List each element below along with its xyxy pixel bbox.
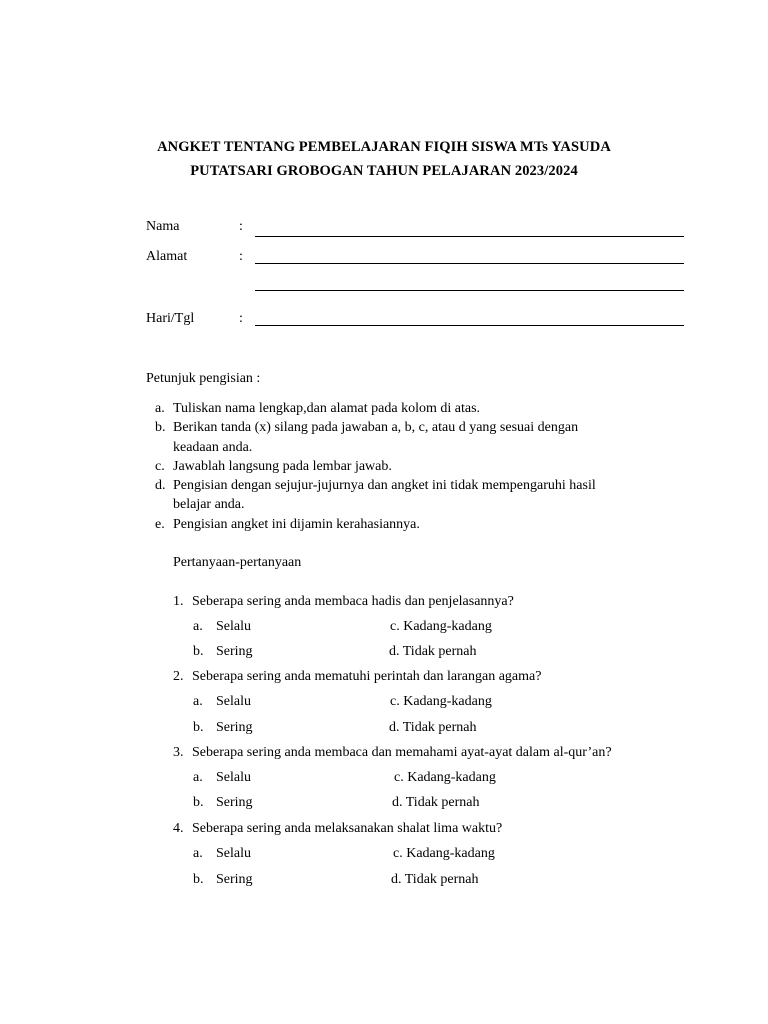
instructions-heading: Petunjuk pengisian :: [146, 371, 261, 386]
question-number-3: 3.: [173, 745, 184, 760]
nama-colon: :: [239, 219, 243, 234]
q2-option-c[interactable]: c. Kadang-kadang: [390, 694, 492, 709]
q2-option-a[interactable]: Selalu: [216, 694, 251, 709]
instruction-text-d-line-1: Pengisian dengan sejujur-jujurnya dan angket ini tidak mempengaruhi hasil: [173, 478, 596, 493]
q3-option-a-marker[interactable]: a.: [193, 770, 203, 785]
instruction-marker-e: e.: [155, 517, 165, 532]
q3-option-b[interactable]: Sering: [216, 795, 253, 810]
q3-option-b-marker[interactable]: b.: [193, 795, 204, 810]
questions-heading: Pertanyaan-pertanyaan: [173, 555, 302, 570]
question-text-2: Seberapa sering anda mematuhi perintah dan larangan agama?: [192, 669, 542, 684]
q1-option-a-marker[interactable]: a.: [193, 619, 203, 634]
q2-option-b[interactable]: Sering: [216, 720, 253, 735]
q1-option-d[interactable]: d. Tidak pernah: [389, 644, 477, 659]
q2-option-a-marker[interactable]: a.: [193, 694, 203, 709]
q1-option-b[interactable]: Sering: [216, 644, 253, 659]
instruction-marker-d: d.: [155, 478, 166, 493]
instruction-marker-c: c.: [155, 459, 165, 474]
instruction-text-a: Tuliskan nama lengkap,dan alamat pada kolom di atas.: [173, 401, 481, 416]
haritgl-fill-line[interactable]: [255, 325, 684, 326]
instruction-text-d-line-2: belajar anda.: [173, 497, 245, 512]
q2-option-b-marker[interactable]: b.: [193, 720, 204, 735]
question-number-4: 4.: [173, 821, 184, 836]
instruction-marker-b: b.: [155, 420, 166, 435]
haritgl-label: Hari/Tgl: [146, 311, 195, 326]
document-title-line-1: ANGKET TENTANG PEMBELAJARAN FIQIH SISWA MTs YASUDA: [157, 139, 611, 155]
instruction-text-b-line-1: Berikan tanda (x) silang pada jawaban a, b, c, atau d yang sesuai dengan: [173, 420, 579, 435]
alamat-label: Alamat: [146, 249, 188, 264]
nama-fill-line[interactable]: [255, 236, 684, 237]
document-title-line-2: PUTATSARI GROBOGAN TAHUN PELAJARAN 2023/2024: [190, 163, 578, 179]
question-text-4: Seberapa sering anda melaksanakan shalat lima waktu?: [192, 821, 503, 836]
question-number-2: 2.: [173, 669, 184, 684]
alamat-fill-line-2[interactable]: [255, 290, 684, 291]
q4-option-c[interactable]: c. Kadang-kadang: [393, 846, 495, 861]
nama-label: Nama: [146, 219, 180, 234]
instruction-text-e: Pengisian angket ini dijamin kerahasiannya.: [173, 517, 420, 532]
q1-option-a[interactable]: Selalu: [216, 619, 251, 634]
alamat-fill-line-1[interactable]: [255, 263, 684, 264]
instruction-marker-a: a.: [155, 401, 165, 416]
q3-option-a[interactable]: Selalu: [216, 770, 251, 785]
q2-option-d[interactable]: d. Tidak pernah: [389, 720, 477, 735]
q4-option-d[interactable]: d. Tidak pernah: [391, 872, 479, 887]
q3-option-d[interactable]: d. Tidak pernah: [392, 795, 480, 810]
question-text-1: Seberapa sering anda membaca hadis dan penjelasannya?: [192, 594, 514, 609]
instruction-text-c: Jawablah langsung pada lembar jawab.: [173, 459, 392, 474]
instruction-text-b-line-2: keadaan anda.: [173, 440, 253, 455]
q1-option-b-marker[interactable]: b.: [193, 644, 204, 659]
q4-option-a-marker[interactable]: a.: [193, 846, 203, 861]
q4-option-b[interactable]: Sering: [216, 872, 253, 887]
q3-option-c[interactable]: c. Kadang-kadang: [394, 770, 496, 785]
alamat-colon: :: [239, 249, 243, 264]
question-number-1: 1.: [173, 594, 184, 609]
q4-option-a[interactable]: Selalu: [216, 846, 251, 861]
q4-option-b-marker[interactable]: b.: [193, 872, 204, 887]
q1-option-c[interactable]: c. Kadang-kadang: [390, 619, 492, 634]
question-text-3: Seberapa sering anda membaca dan memahami ayat-ayat dalam al-qur’an?: [192, 745, 612, 760]
haritgl-colon: :: [239, 311, 243, 326]
